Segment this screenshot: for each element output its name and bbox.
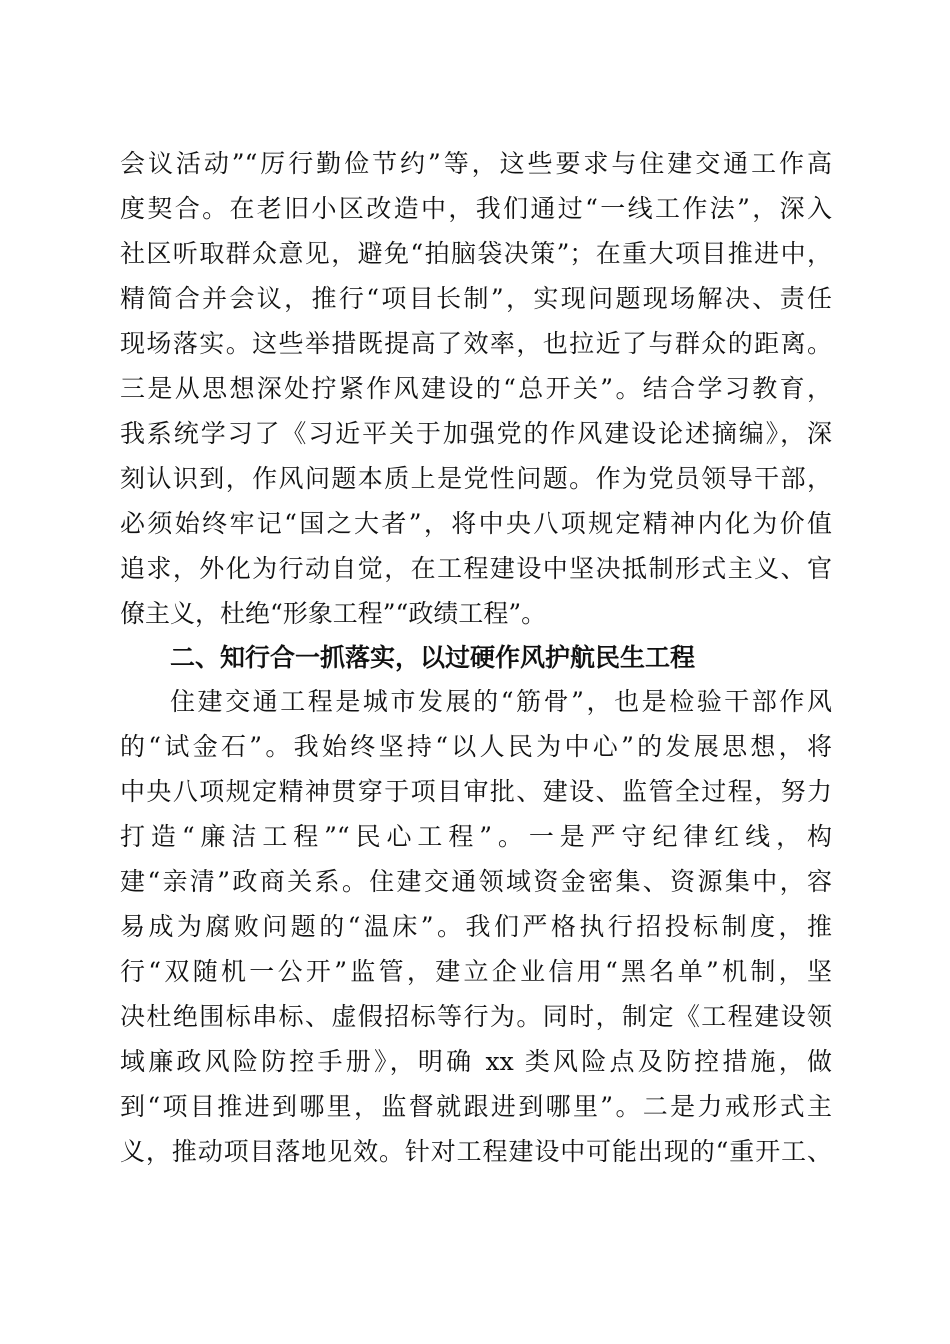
text-line: 会议活动”“厉行勤俭节约”等，这些要求与住建交通工作高 [120, 149, 832, 178]
text-line: 行“双随机一公开”监管，建立企业信用“黑名单”机制，坚 [120, 957, 832, 986]
text-line: 现场落实。这些举措既提高了效率，也拉近了与群众的距离。 [120, 329, 832, 358]
text-line: 三是从思想深处拧紧作风建设的“总开关”。结合学习教育， [120, 374, 832, 403]
text-line: 必须始终牢记“国之大者”，将中央八项规定精神内化为价值 [120, 509, 832, 538]
text-line: 社区听取群众意见，避免“拍脑袋决策”；在重大项目推进中， [120, 239, 832, 268]
text-line: 义，推动项目落地见效。针对工程建设中可能出现的“重开工、 [120, 1137, 832, 1166]
text-line: 刻认识到，作风问题本质上是党性问题。作为党员领导干部， [120, 464, 832, 493]
text-line: 打造“廉洁工程”“民心工程”。一是严守纪律红线，构 [120, 822, 832, 851]
text-line: 追求，外化为行动自觉，在工程建设中坚决抵制形式主义、官 [120, 554, 832, 583]
text-line: 僚主义，杜绝“形象工程”“政绩工程”。 [120, 599, 547, 628]
text-line: 决杜绝围标串标、虚假招标等行为。同时，制定《工程建设领 [120, 1002, 832, 1031]
paragraph-continued [120, 141, 832, 636]
text-line: 到“项目推进到哪里，监督就跟进到哪里”。二是力戒形式主 [120, 1092, 832, 1121]
text-line: 域廉政风险防控手册》，明确 xx 类风险点及防控措施，做 [120, 1047, 832, 1076]
section-body [120, 679, 832, 1174]
text-line: 住建交通工程是城市发展的“筋骨”，也是检验干部作风 [170, 687, 832, 716]
text-line: 精简合并会议，推行“项目长制”，实现问题现场解决、责任 [120, 284, 832, 313]
text-line: 的“试金石”。我始终坚持“以人民为中心”的发展思想，将 [120, 732, 832, 761]
text-line: 度契合。在老旧小区改造中，我们通过“一线工作法”，深入 [120, 194, 832, 223]
text-line: 中央八项规定精神贯穿于项目审批、建设、监管全过程，努力 [120, 777, 832, 806]
text-line: 我系统学习了《习近平关于加强党的作风建设论述摘编》，深 [120, 419, 832, 448]
text-line: 易成为腐败问题的“温床”。我们严格执行招投标制度，推 [120, 912, 832, 941]
document-page [120, 141, 832, 1174]
section-heading: 二、知行合一抓落实，以过硬作风护航民生工程 [170, 643, 696, 672]
text-line: 建“亲清”政商关系。住建交通领域资金密集、资源集中，容 [120, 867, 832, 896]
